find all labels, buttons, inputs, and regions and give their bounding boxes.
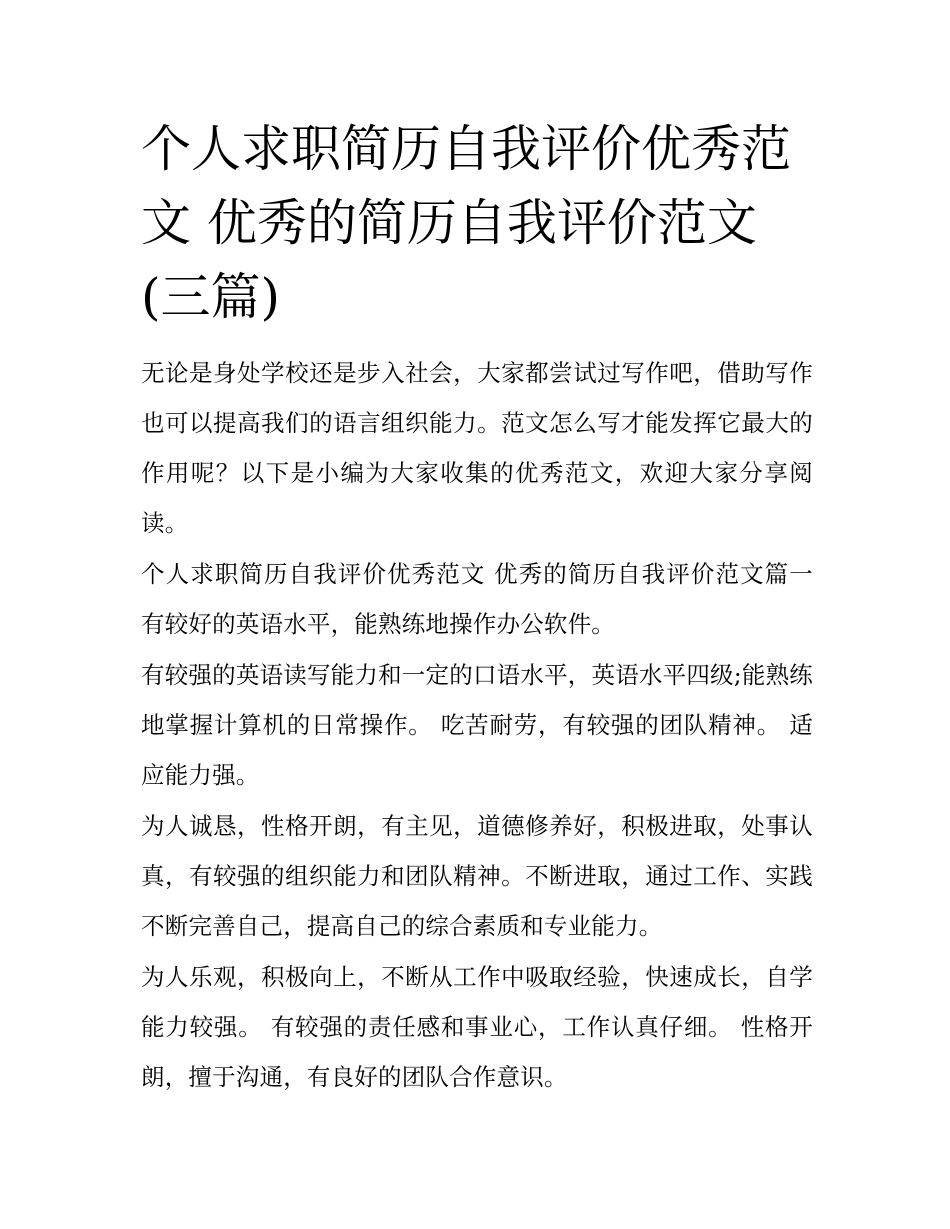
paragraph-section-heading: 个人求职简历自我评价优秀范文 优秀的简历自我评价范文篇一 有较好的英语水平，能熟练地操作办公软件。 xyxy=(141,560,813,638)
paragraph-optimism: 为人乐观，积极向上，不断从工作中吸取经验，快速成长，自学能力较强。 有较强的责任感和事业心，工作认真仔细。 性格开朗，擅于沟通，有良好的团队合作意识。 xyxy=(141,963,813,1091)
paragraph-english-skills: 有较强的英语读写能力和一定的口语水平，英语水平四级;能熟练地掌握计算机的日常操作。 吃苦耐劳，有较强的团队精神。 适应能力强。 xyxy=(141,661,813,789)
paragraph-personality: 为人诚恳，性格开朗，有主见，道德修养好，积极进取，处事认真，有较强的组织能力和团队精神。不断进取，通过工作、实践不断完善自己，提高自己的综合素质和专业能力。 xyxy=(141,812,813,940)
document-title: 个人求职简历自我评价优秀范文 优秀的简历自我评价范文(三篇) xyxy=(141,120,791,326)
document-body xyxy=(141,348,813,1102)
paragraph-intro: 无论是身处学校还是步入社会，大家都尝试过写作吧，借助写作也可以提高我们的语言组织能力。范文怎么写才能发挥它最大的作用呢？以下是小编为大家收集的优秀范文，欢迎大家分享阅读。 xyxy=(141,359,813,537)
document-page xyxy=(141,112,813,1103)
